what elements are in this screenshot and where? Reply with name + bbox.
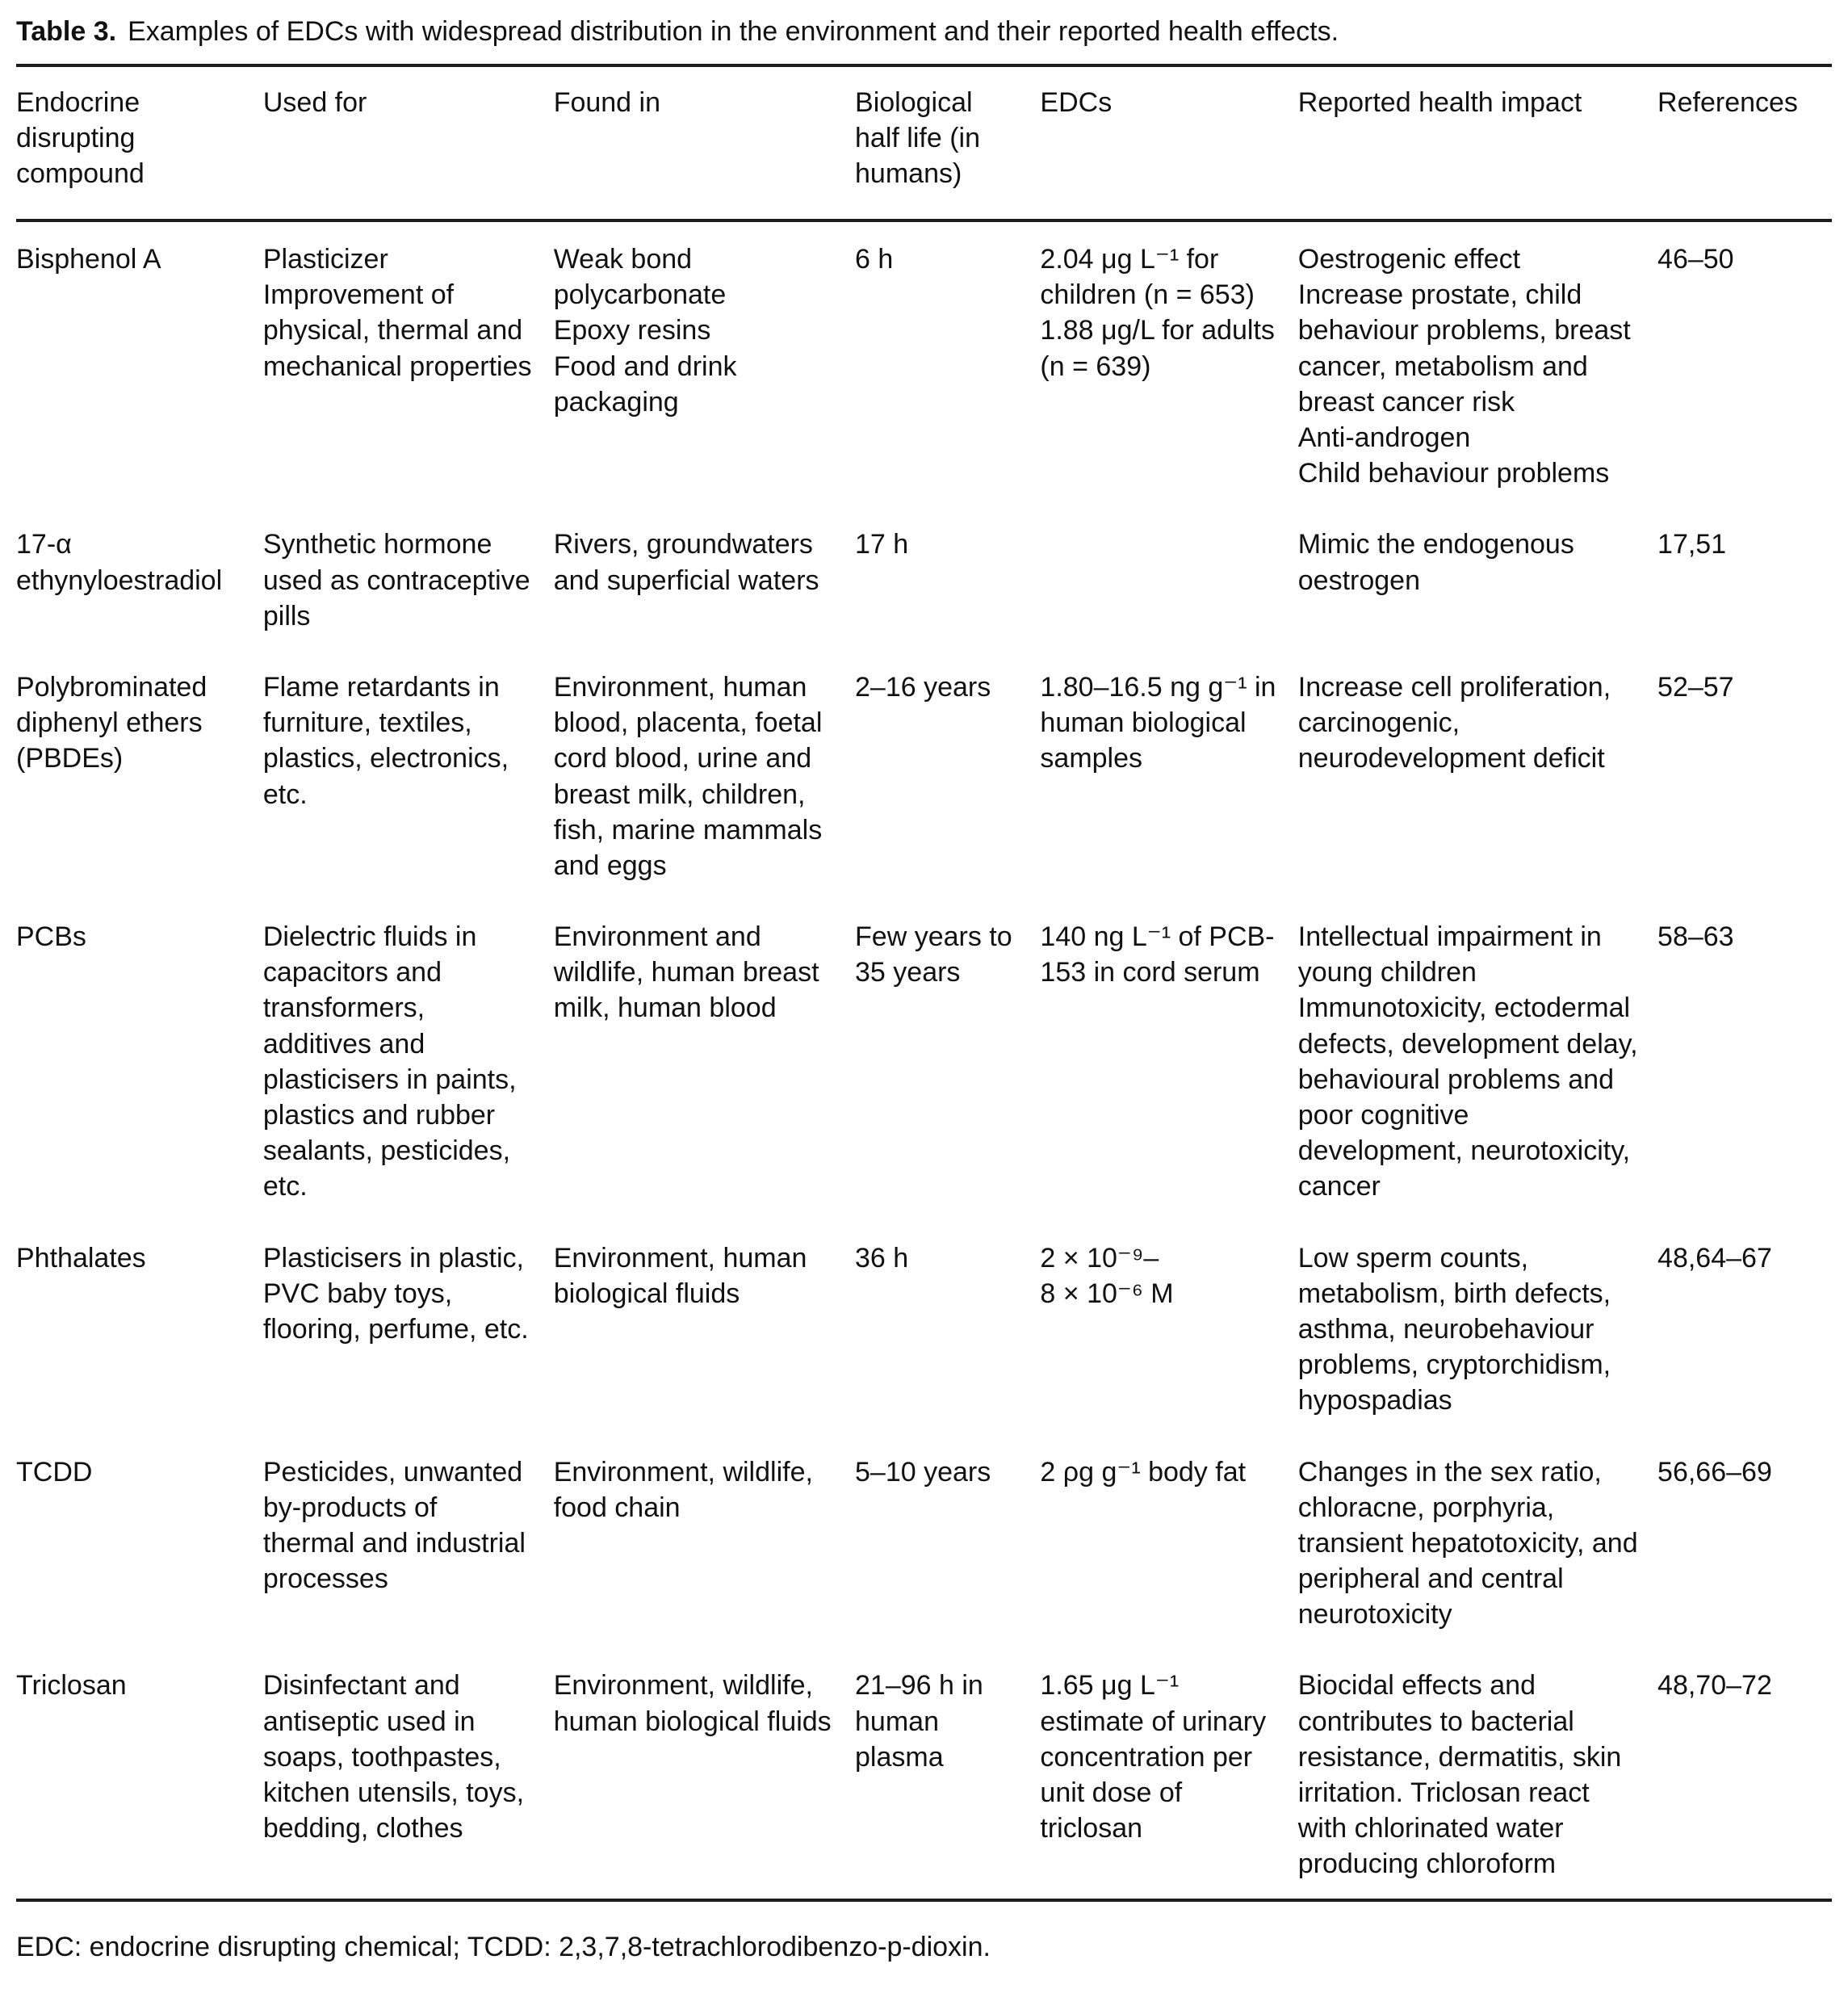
cell-paragraph: Plasticisers in plastic, PVC baby toys, flooring, perfume, etc. (262, 1242, 529, 1345)
cell-paragraph: Increase cell proliferation, carcinogenic, neurodevelopment deficit (1297, 671, 1611, 774)
table-row (16, 900, 1832, 1221)
table-row (16, 1648, 1832, 1899)
cell-half_life (855, 650, 1040, 900)
cell-found_in (554, 507, 855, 650)
cell-paragraph: 1.88 μg/L for adults (n = 639) (1040, 315, 1275, 382)
cell-edcs (1040, 1648, 1297, 1899)
cell-found_in (554, 900, 855, 1221)
cell-paragraph: 140 ng L⁻¹ of PCB-153 in cord serum (1040, 921, 1275, 988)
column-header-references: References (1657, 65, 1832, 221)
column-header-edcs: EDCs (1040, 65, 1297, 221)
cell-found_in (554, 1221, 855, 1435)
cell-paragraph: Flame retardants in furniture, textiles, plastics, electronics, etc. (262, 671, 509, 810)
cell-found_in (554, 1648, 855, 1899)
cell-paragraph: Synthetic hormone used as contraceptive pills (262, 529, 530, 632)
cell-paragraph: 8 × 10⁻⁶ M (1040, 1278, 1174, 1309)
cell-used_for (263, 1221, 554, 1435)
cell-refs (1657, 650, 1832, 900)
cell-refs (1657, 507, 1832, 650)
cell-edcs (1040, 220, 1297, 507)
cell-refs (1657, 900, 1832, 1221)
cell-half_life (855, 1648, 1040, 1899)
cell-compound (16, 1648, 263, 1899)
cell-paragraph: Pesticides, unwanted by-products of thermal and industrial processes (262, 1456, 526, 1595)
cell-half_life (855, 220, 1040, 507)
cell-paragraph: Immunotoxicity, ectodermal defects, development delay, behavioural problems and poor cognitive development, neurotoxicity, cancer (1297, 992, 1638, 1202)
cell-paragraph: Few years to 35 years (855, 921, 1012, 988)
page-title (16, 15, 1832, 49)
cell-paragraph: 17-α ethynyloestradiol (16, 529, 223, 596)
cell-paragraph: Dielectric fluids in capacitors and transformers, additives and plasticisers in paints, plastics and rubber sealants, pesticides, etc. (262, 921, 517, 1202)
cell-paragraph: Increase prostate, child behaviour problems, breast cancer, metabolism and breast cancer risk (1297, 279, 1631, 418)
cell-impact (1298, 1435, 1657, 1649)
cell-half_life (855, 900, 1040, 1221)
cell-used_for (263, 1435, 554, 1649)
cell-paragraph: 48,70–72 (1657, 1670, 1772, 1702)
cell-paragraph: Anti-androgen (1297, 422, 1471, 453)
cell-paragraph: Intellectual impairment in young children (1297, 921, 1602, 988)
table-row (16, 1221, 1832, 1435)
column-header-used-for: Used for (263, 65, 554, 221)
cell-paragraph: Food and drink packaging (553, 350, 737, 418)
column-header-compound: Endocrine disrupting compound (16, 65, 263, 221)
table-footnote: EDC: endocrine disrupting chemical; TCDD: 2,3,7,8-tetrachlorodibenzo-p-dioxin. (16, 1931, 991, 1962)
cell-paragraph: 48,64–67 (1657, 1242, 1772, 1274)
header-row (16, 65, 1832, 221)
cell-edcs (1040, 1435, 1297, 1649)
cell-paragraph: Polybrominated diphenyl ethers (PBDEs) (16, 671, 207, 774)
cell-paragraph: 21–96 h in human plasma (855, 1670, 983, 1773)
edc-table (16, 64, 1832, 1902)
cell-paragraph: Environment, wildlife, human biological fluids (553, 1670, 832, 1737)
cell-paragraph: 46–50 (1657, 244, 1734, 275)
cell-half_life (855, 507, 1040, 650)
cell-refs (1657, 1221, 1832, 1435)
cell-edcs (1040, 507, 1297, 650)
cell-found_in (554, 650, 855, 900)
cell-paragraph: Triclosan (16, 1670, 127, 1702)
cell-used_for (263, 900, 554, 1221)
cell-impact (1298, 507, 1657, 650)
cell-paragraph: 5–10 years (855, 1456, 991, 1488)
cell-paragraph: Rivers, groundwaters and superficial waters (553, 529, 819, 596)
cell-paragraph: 52–57 (1657, 671, 1734, 703)
cell-used_for (263, 220, 554, 507)
cell-compound (16, 900, 263, 1221)
cell-paragraph: 36 h (855, 1242, 909, 1274)
cell-paragraph: 17,51 (1657, 529, 1727, 560)
cell-paragraph: Mimic the endogenous oestrogen (1297, 529, 1574, 596)
cell-paragraph: 17 h (855, 529, 909, 560)
table-row (16, 507, 1832, 650)
cell-impact (1298, 1221, 1657, 1435)
cell-paragraph: Phthalates (16, 1242, 146, 1274)
cell-compound (16, 1435, 263, 1649)
cell-used_for (263, 507, 554, 650)
cell-found_in (554, 220, 855, 507)
cell-paragraph: 2 ρg g⁻¹ body fat (1040, 1456, 1247, 1488)
table-title-text: Examples of EDCs with widespread distribution in the environment and their reported health effects. (128, 16, 1339, 47)
cell-impact (1298, 1648, 1657, 1899)
cell-refs (1657, 220, 1832, 507)
table-head (16, 65, 1832, 221)
cell-paragraph: 2.04 μg L⁻¹ for children (n = 653) (1040, 244, 1255, 311)
table-row (16, 650, 1832, 900)
cell-edcs (1040, 1221, 1297, 1435)
cell-impact (1298, 900, 1657, 1221)
cell-impact (1298, 220, 1657, 507)
cell-paragraph: 1.80–16.5 ng g⁻¹ in human biological samples (1040, 671, 1276, 774)
cell-paragraph: 6 h (855, 244, 894, 275)
cell-compound (16, 507, 263, 650)
cell-paragraph: Bisphenol A (16, 244, 161, 275)
column-header-impact: Reported health impact (1298, 65, 1657, 221)
cell-impact (1298, 650, 1657, 900)
column-header-half-life: Biological half life (in humans) (855, 65, 1040, 221)
table-row (16, 220, 1832, 507)
cell-compound (16, 650, 263, 900)
cell-edcs (1040, 900, 1297, 1221)
cell-compound (16, 1221, 263, 1435)
table-body (16, 220, 1832, 1900)
table-row (16, 1435, 1832, 1649)
cell-paragraph: 56,66–69 (1657, 1456, 1772, 1488)
cell-used_for (263, 1648, 554, 1899)
cell-paragraph: Weak bond polycarbonate (553, 244, 727, 311)
cell-edcs (1040, 650, 1297, 900)
cell-compound (16, 220, 263, 507)
cell-paragraph: TCDD (16, 1456, 93, 1488)
cell-paragraph: Changes in the sex ratio, chloracne, porphyria, transient hepatotoxicity, and peripheral and central neurotoxicity (1297, 1456, 1638, 1630)
cell-paragraph: Environment, human biological fluids (553, 1242, 807, 1309)
cell-refs (1657, 1435, 1832, 1649)
cell-paragraph: Child behaviour problems (1297, 458, 1610, 489)
cell-refs (1657, 1648, 1832, 1899)
cell-paragraph: Oestrogenic effect (1297, 244, 1521, 275)
cell-half_life (855, 1221, 1040, 1435)
cell-paragraph: Low sperm counts, metabolism, birth defects, asthma, neurobehaviour problems, cryptorchidism, hypospadias (1297, 1242, 1611, 1416)
cell-paragraph: PCBs (16, 921, 86, 953)
cell-paragraph: Environment and wildlife, human breast milk, human blood (553, 921, 819, 1024)
cell-paragraph: Plasticizer (262, 244, 388, 275)
cell-used_for (263, 650, 554, 900)
cell-paragraph: Biocidal effects and contributes to bacterial resistance, dermatitis, skin irritation. Triclosan react with chlorinated water producing chloroform (1297, 1670, 1622, 1880)
cell-paragraph: 1.65 μg L⁻¹ estimate of urinary concentration per unit dose of triclosan (1040, 1670, 1267, 1844)
cell-paragraph: 58–63 (1657, 921, 1734, 953)
cell-paragraph: Environment, human blood, placenta, foetal cord blood, urine and breast milk, children, fish, marine mammals and eggs (553, 671, 823, 881)
column-header-found-in: Found in (554, 65, 855, 221)
cell-half_life (855, 1435, 1040, 1649)
cell-paragraph: 2–16 years (855, 671, 991, 703)
cell-paragraph: Improvement of physical, thermal and mechanical properties (262, 279, 532, 382)
cell-found_in (554, 1435, 855, 1649)
cell-paragraph: Epoxy resins (553, 315, 711, 346)
table-number-label: Table 3. (16, 16, 117, 47)
cell-paragraph: Environment, wildlife, food chain (553, 1456, 813, 1523)
cell-paragraph: Disinfectant and antiseptic used in soaps, toothpastes, kitchen utensils, toys, bedding, clothes (262, 1670, 525, 1844)
cell-paragraph: 2 × 10⁻⁹– (1040, 1242, 1159, 1274)
